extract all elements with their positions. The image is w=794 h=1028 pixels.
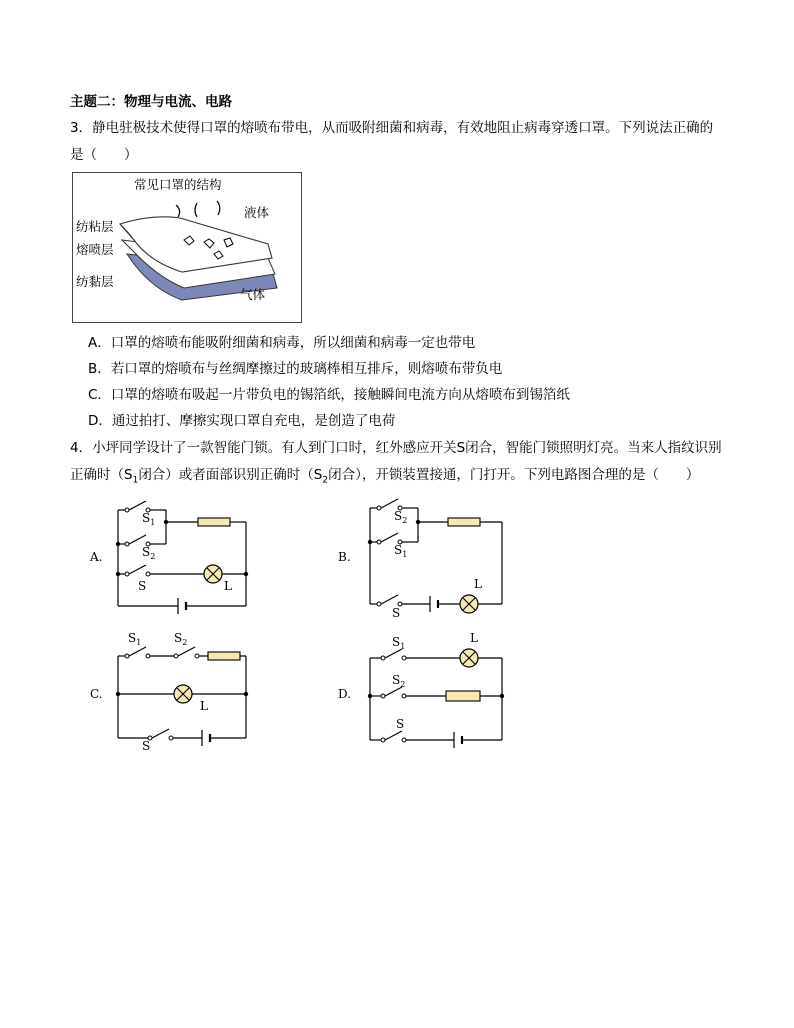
circuit-diagram-b [336,498,526,620]
lamp-symbol [460,595,478,613]
layer-label-top: 纺粘层 [76,219,114,234]
switch-label-s1: $S_1$ [392,635,406,651]
switch-contact [125,508,129,512]
q3-option-d: D．通过拍打、摩擦实现口罩自充电，是创造了电荷 [88,413,396,429]
option-label-b: B. [338,550,351,564]
switch-label-s: S [396,717,405,731]
q4-stem-line2: 正确时（$S_1$闭合）或者面部识别正确时（$S_2$闭合），开锁装置接通，门打开。下列电路图合理的是（ ） [70,467,700,486]
resistor-symbol [448,518,480,526]
lamp-label: L [224,579,232,593]
lamp-symbol [204,565,222,583]
battery-symbol [454,732,462,748]
junction-dot [244,692,248,696]
junction-dot [244,572,248,576]
junction-dot [164,520,168,524]
q4-stem-line1: 4．小坪同学设计了一款智能门锁。有人到门口时，红外感应开关S闭合，智能门锁照明灯亮。当来人指纹识别 [70,440,722,456]
junction-dot [116,692,120,696]
lamp-label: L [470,631,478,645]
switch-label-s1: $S_1$ [128,631,142,647]
circuit-diagram-a [80,498,270,618]
lamp-symbol [174,685,192,703]
q3-option-c: C．口罩的熔喷布吸起一片带负电的锡箔纸，接触瞬间电流方向从熔喷布到锡箔纸 [88,387,570,403]
q3-stem-line2: 是（ ） [70,147,138,163]
battery-symbol [178,598,186,614]
q3-option-b: B．若口罩的熔喷布与丝绸摩擦过的玻璃棒相互排斥，则熔喷布带负电 [88,361,503,377]
junction-dot [368,694,372,698]
option-label-d: D. [338,687,352,701]
mask-figure-title: 常见口罩的结构 [134,177,222,192]
switch-label-s2: $S_2$ [392,673,406,689]
resistor-symbol [446,691,480,701]
layer-label-bottom: 纺黏层 [76,274,114,289]
liquid-label: 液体 [244,205,270,220]
switch-label-s: S [142,739,151,752]
battery-symbol [430,596,438,612]
switch-label-s: S [392,606,401,620]
lamp-label: L [200,699,208,713]
resistor-symbol [208,652,240,660]
switch-label-s1: $S_1$ [142,511,156,527]
circuit-diagram-d [336,630,526,752]
section-title: 主题二：物理与电流、电路 [70,94,232,110]
junction-dot [368,540,372,544]
gas-label: 气体 [240,287,266,302]
junction-dot [416,520,420,524]
lamp-label: L [474,577,482,591]
option-label-c: C. [90,687,103,701]
switch-label-s2: $S_2$ [142,545,156,561]
mask-structure-figure [72,172,302,324]
resistor-symbol [198,518,230,526]
q3-stem-line1: 3．静电驻极技术使得口罩的熔喷布带电，从而吸附细菌和病毒，有效地阻止病毒穿透口罩。下列说法正确的 [70,120,714,136]
switch-label-s2: $S_2$ [394,509,408,525]
lamp-symbol [460,649,478,667]
junction-dot [116,542,120,546]
junction-dot [116,572,120,576]
junction-dot [500,694,504,698]
battery-symbol [202,730,210,746]
switch-label-s: S [138,579,147,593]
switch-label-s2: $S_2$ [174,631,188,647]
circuit-diagram-c [80,630,270,752]
layer-label-middle: 熔喷层 [76,242,114,257]
switch-label-s1: $S_1$ [394,543,408,559]
option-label-a: A. [90,550,103,564]
q3-option-a: A．口罩的熔喷布能吸附细菌和病毒，所以细菌和病毒一定也带电 [88,335,476,351]
